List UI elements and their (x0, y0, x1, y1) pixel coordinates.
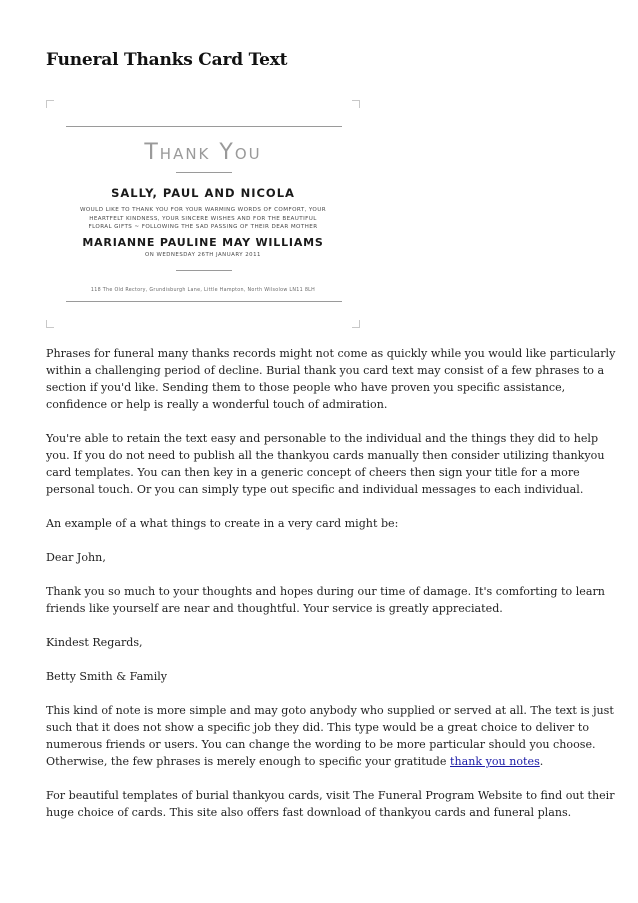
text-line: Thank you so much to your thoughts and hopes during our time of damage. It's comforting to learn (46, 585, 605, 598)
text-line: numerous friends or users. You can change the wording to be more particular should you choose. (46, 738, 596, 751)
card-heading: Thank You (144, 140, 262, 165)
text-line: Otherwise, the few phrases is merely enough to specific your gratitude (46, 755, 450, 768)
text-line: personal touch. Or you can simply type out specific and individual messages to each individual. (46, 483, 584, 496)
paragraph-1 (46, 345, 616, 413)
letter-closing: Kindest Regards, (46, 636, 143, 649)
card-message-line: HEARTFELT KINDNESS, YOUR SINCERE WISHES AND FOR THE BEAUTIFUL (89, 215, 317, 222)
letter-body (46, 583, 605, 617)
text-line: This kind of note is more simple and may goto anybody who supplied or served at all. The text is just (46, 704, 614, 717)
text-line: confidence or help is really a wonderful touch of admiration. (46, 398, 388, 411)
paragraph-3: An example of a what things to create in a very card might be: (46, 517, 399, 530)
letter-signature: Betty Smith & Family (46, 670, 168, 683)
text-line: You're able to retain the text easy and personable to the individual and the things they did to help (46, 432, 599, 445)
card-message (46, 206, 360, 232)
card-top-rule (66, 126, 342, 127)
document-title: Funeral Thanks Card Text (46, 50, 288, 70)
paragraph-2 (46, 430, 605, 498)
text-line: For beautiful templates of burial thankyou cards, visit The Funeral Program Website to find out their (46, 789, 615, 802)
text-line: such that it does not show a specific job they did. This type would be a great choice to deliver to (46, 721, 590, 734)
card-deceased-name: MARIANNE PAULINE MAY WILLIAMS (82, 236, 324, 249)
text-line: you. If you do not need to publish all the thankyou cards manually then consider utilizing thankyou (46, 449, 605, 462)
text-line: card templates. You can then key in a generic concept of cheers then sign your title for a more (46, 466, 580, 479)
card-heading-divider (176, 172, 232, 173)
card-date-line: ON WEDNESDAY 26TH JANUARY 2011 (145, 252, 261, 258)
card-message-line: FLORAL GIFTS ~ FOLLOWING THE SAD PASSING OF THEIR DEAR MOTHER (88, 224, 318, 231)
paragraph-9 (46, 787, 615, 821)
crop-mark-top-right (352, 100, 360, 108)
card-message-line: WOULD LIKE TO THANK YOU FOR YOUR WARMING WORDS OF COMFORT, YOUR (79, 207, 327, 213)
crop-mark-top-left (46, 100, 54, 108)
text-line: section if you'd like. Sending them to those people who have proven you specific assistance, (46, 381, 566, 394)
letter-salutation: Dear John, (46, 551, 106, 564)
thank-you-card-image (46, 100, 360, 328)
crop-mark-bottom-left (46, 320, 54, 328)
card-address: 118 The Old Rectory, Grundisburgh Lane, Little Hampton, North Wilsolow LN11 8LH (90, 288, 316, 293)
paragraph-8 (46, 702, 614, 770)
text-line: friends like yourself are near and thoughtful. Your service is greatly appreciated. (46, 602, 503, 615)
text-line-end: . (539, 755, 544, 768)
thank-you-notes-link[interactable]: thank you notes (450, 755, 540, 768)
text-line: Phrases for funeral many thanks records might not come as quickly while you would like particularly (46, 347, 616, 360)
text-line: within a challenging period of decline. Burial thank you card text may consist of a few phrases to a (46, 364, 605, 377)
article-body (46, 345, 616, 838)
crop-mark-bottom-right (352, 320, 360, 328)
card-bottom-rule (66, 301, 342, 302)
card-date-divider (176, 270, 232, 271)
card-names: SALLY, PAUL AND NICOLA (111, 186, 295, 200)
text-line: huge choice of cards. This site also offers fast download of thankyou cards and funeral plans. (46, 806, 572, 819)
